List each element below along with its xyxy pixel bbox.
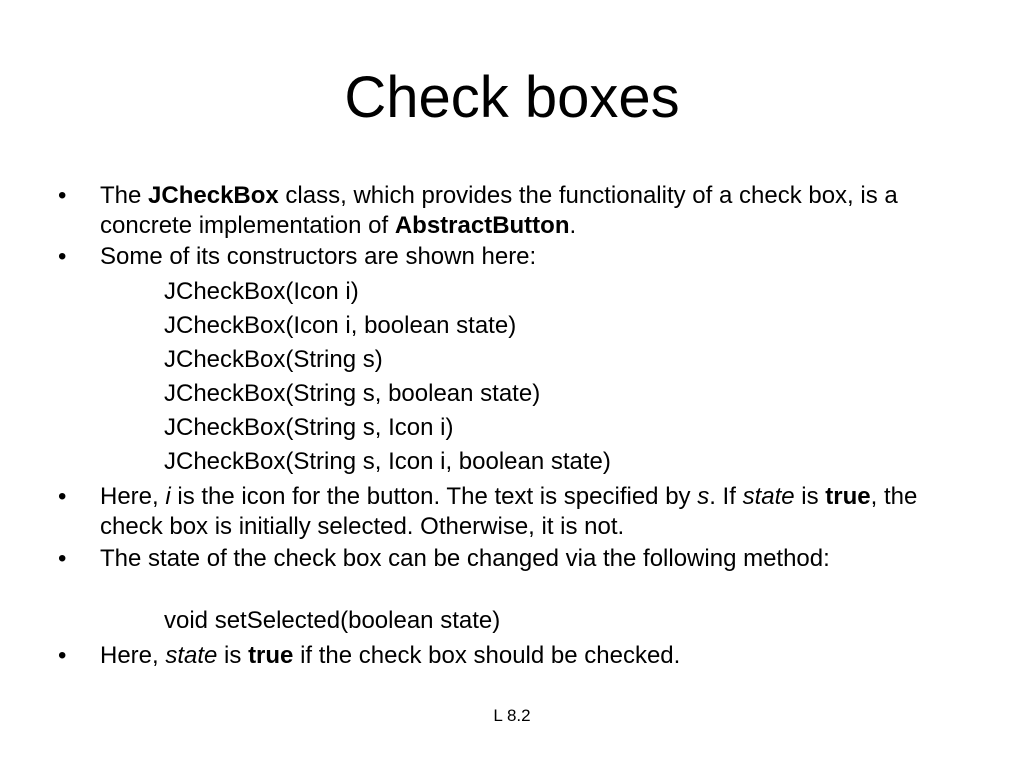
slide-number: L 8.2 (493, 706, 531, 725)
bullet-state-true (58, 641, 958, 671)
constructor-line: JCheckBox(String s, Icon i) (164, 414, 454, 441)
bullet-marker: • (58, 243, 67, 270)
bullet-text: class, which provides the functionality of a check box, is a concrete implementation of (100, 182, 898, 239)
param-i: i (165, 483, 171, 510)
class-name-abstractbutton: AbstractButton (394, 212, 570, 239)
constructor-line: JCheckBox(Icon i, boolean state) (164, 312, 517, 339)
param-s: s (697, 483, 710, 510)
bullet-text: The (100, 182, 149, 209)
bullet-marker: • (58, 182, 67, 209)
slide-title: Check boxes (344, 65, 680, 130)
bullet-text: . (569, 212, 577, 239)
bullet-marker: • (58, 642, 67, 669)
param-state: state (742, 483, 795, 510)
bullet-text: Some of its constructors are shown here: (100, 243, 537, 270)
bullet-text: if the check box should be checked. (293, 642, 681, 669)
bullet-text: The state of the check box can be changed via the following method: (100, 545, 830, 572)
bullet-text: . If (709, 483, 743, 510)
bullet-text: Here, (100, 642, 166, 669)
keyword-true: true (825, 483, 871, 510)
method-signature: void setSelected(boolean state) (164, 607, 501, 634)
bullet-marker: • (58, 483, 67, 510)
bullet-state-change (58, 544, 958, 574)
constructor-line: JCheckBox(String s, boolean state) (164, 380, 541, 407)
bullet-text: is (794, 483, 826, 510)
bullet-text: is (217, 642, 249, 669)
class-name-jcheckbox: JCheckBox (148, 182, 279, 209)
bullet-text: Here, (100, 483, 166, 510)
bullet-marker: • (58, 545, 67, 572)
bullet-parameters (58, 482, 958, 542)
constructor-line: JCheckBox(Icon i) (164, 278, 359, 305)
bullet-text: is the icon for the button. The text is specified by (170, 483, 698, 510)
constructor-line: JCheckBox(String s) (164, 346, 383, 373)
bullet-text: , the check box is initially selected. Otherwise, it is not. (100, 483, 918, 540)
keyword-true: true (248, 642, 294, 669)
bullet-jcheckbox-class (58, 181, 958, 241)
bullet-constructors-intro (58, 242, 958, 272)
constructor-line: JCheckBox(String s, Icon i, boolean state) (164, 448, 611, 475)
param-state: state (165, 642, 218, 669)
